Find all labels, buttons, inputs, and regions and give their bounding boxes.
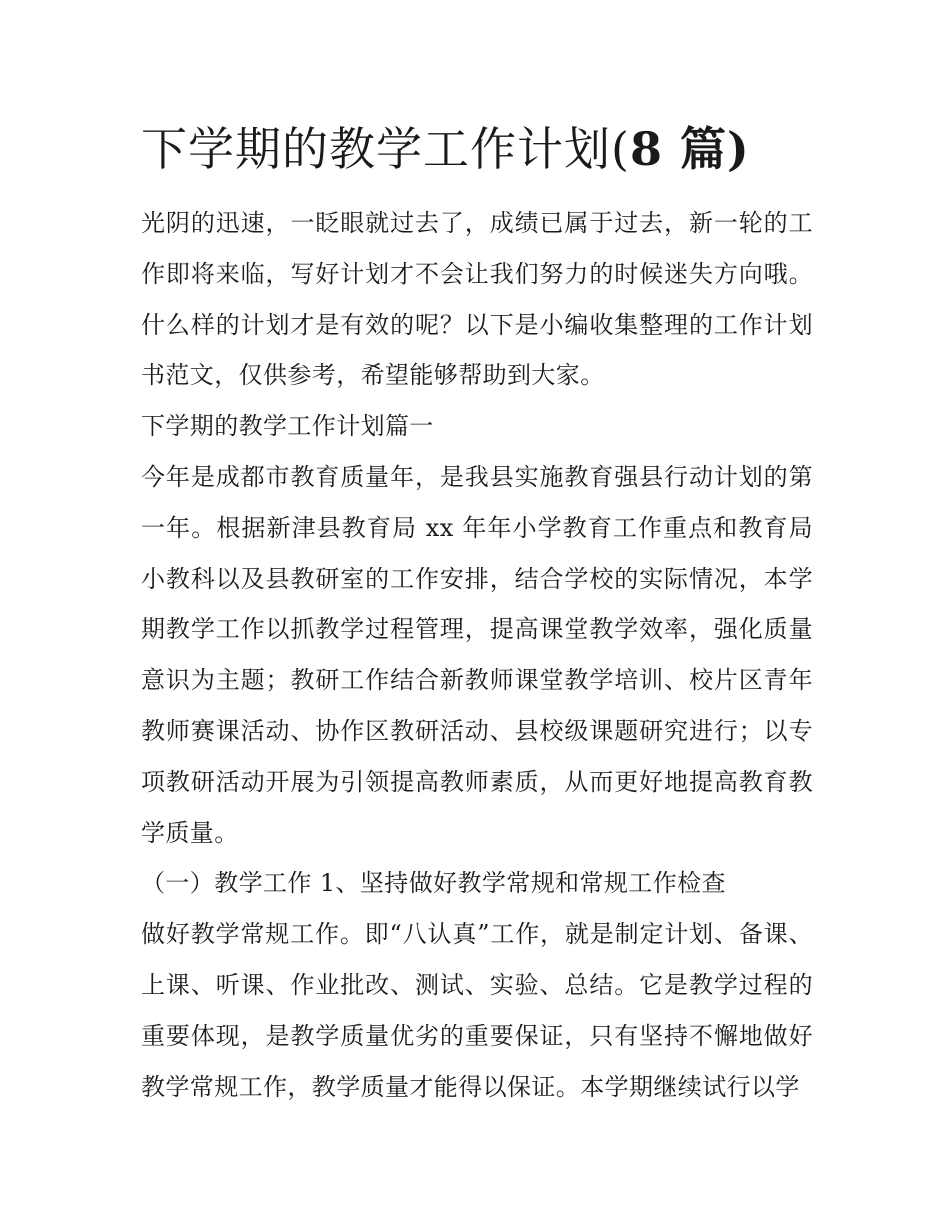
- document-body: [141, 198, 813, 1112]
- document-title-bold: 8 篇): [629, 122, 750, 176]
- subsection-heading-teaching-work: （一）教学工作 1、坚持做好教学常规和常规工作检查: [141, 869, 726, 898]
- intro-paragraph: 光阴的迅速，一眨眼就过去了，成绩已属于过去，新一轮的工作即将来临，写好计划才不会让我们努力的时候迷失方向哦。什么样的计划才是有效的呢？以下是小编收集整理的工作计划书范文，仅供参考，希望能够帮助到大家。: [141, 209, 813, 390]
- section-heading-part-one: 下学期的教学工作计划篇一: [141, 412, 434, 441]
- document-title: [141, 118, 813, 180]
- body-paragraph: 做好教学常规工作。即“八认真”工作，就是制定计划、备课、上课、听课、作业批改、测试、实验、总结。它是教学过程的重要体现，是教学质量优劣的重要保证，只有坚持不懈地做好教学常规工作，教学质量才能得以保证。本学期继续试行以学: [141, 920, 813, 1101]
- body-paragraph: 今年是成都市教育质量年，是我县实施教育强县行动计划的第一年。根据新津县教育局 xx 年年小学教育工作重点和教育局小教科以及县教研室的工作安排，结合学校的实际情况，本学期教学工作以抓教学过程管理，提高课堂教学效率，强化质量意识为主题；教研工作结合新教师课堂教学培训、校片区青年教师赛课活动、协作区教研活动、县校级课题研究进行；以专项教研活动开展为引领提高教师素质，从而更好地提高教育教学质量。: [141, 462, 813, 847]
- document-title-main: 下学期的教学工作计划(: [141, 122, 630, 176]
- document-content: [141, 118, 813, 1112]
